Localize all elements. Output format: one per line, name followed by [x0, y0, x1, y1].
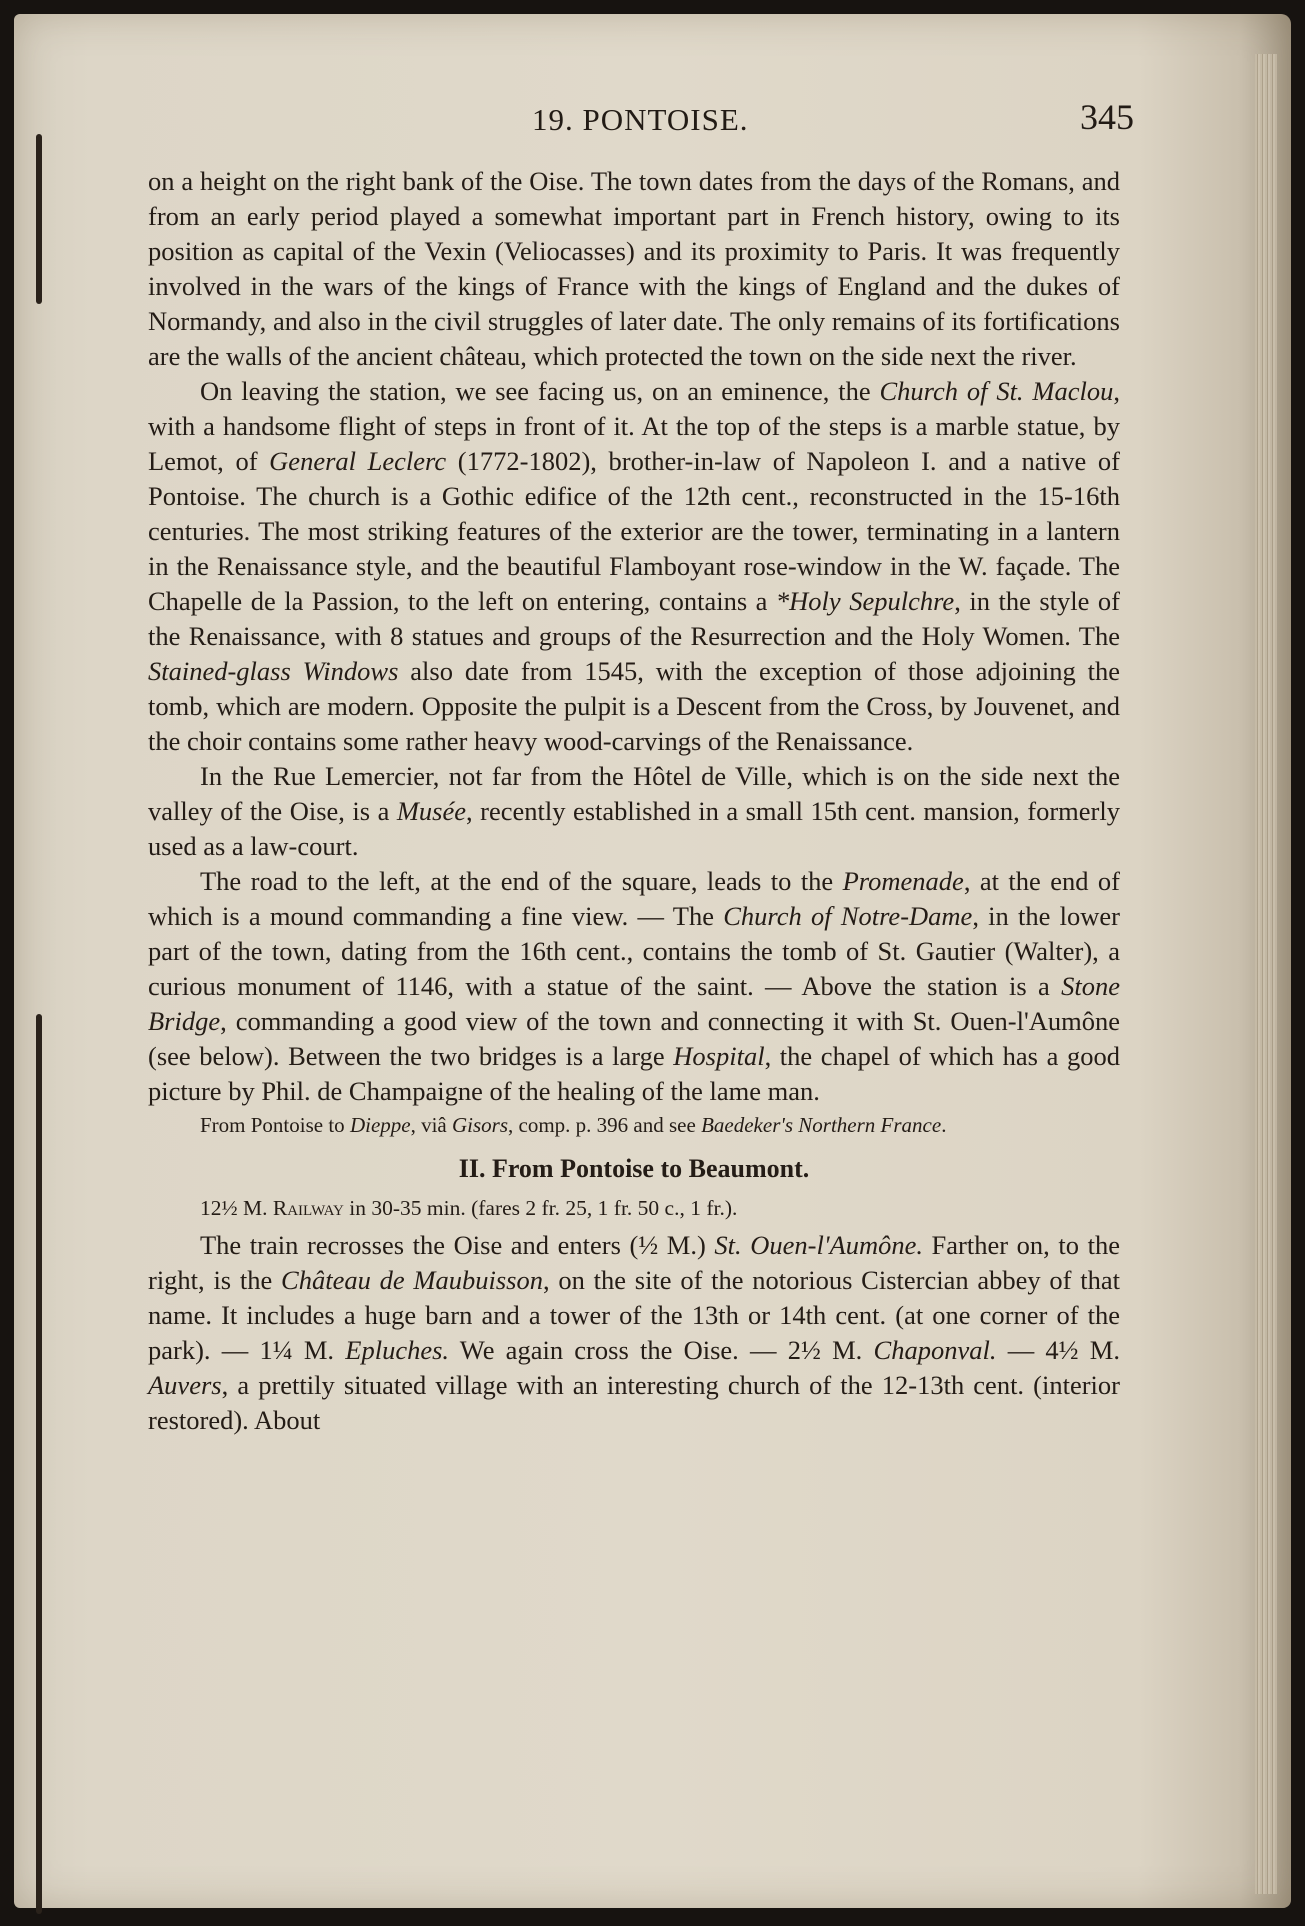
text-run: The road to the left, at the end of the square, leads to the	[200, 866, 843, 896]
italic-term: Auvers	[148, 1370, 222, 1400]
paragraph-musee	[148, 759, 1120, 864]
text-run: , the chapel of which has a good picture by Phil. de Champaigne of the healing of the lame man.	[148, 1041, 1121, 1106]
text-run: From Pontoise to	[200, 1113, 350, 1137]
text-run: .	[941, 1113, 947, 1137]
text-run: In the Rue Lemercier, not far from the Hôtel de Ville, which is on the side next the valley of the Oise, is a	[148, 761, 1120, 826]
italic-term: Church of Notre-Dame	[723, 901, 973, 931]
binding-shadow	[36, 1014, 42, 1914]
text-run: , in the lower part of the town, dating from the 16th cent., contains the tomb of St. Gautier (Walter), a curious monument of 1146, with a statue of the saint. — Above the station is a	[148, 901, 1120, 1001]
text-run: The train recrosses the Oise and enters (½ M.)	[200, 1230, 715, 1260]
italic-term: St. Ouen-l'Aumône.	[714, 1230, 923, 1260]
binding-shadow	[36, 134, 42, 304]
text-run: , with a handsome flight of steps in front of it. At the top of the steps is a marble statue, by Lemot, of	[148, 376, 1120, 476]
text-run: , viâ	[410, 1113, 452, 1137]
text-run: Farther on, to the right, is the	[148, 1230, 1120, 1295]
text-run: , comp. p. 396 and see	[508, 1113, 702, 1137]
italic-term: Musée	[396, 796, 466, 826]
paragraph-route-description	[148, 1228, 1120, 1438]
italic-term: Promenade	[842, 866, 964, 896]
italic-term: Hospital	[673, 1041, 765, 1071]
small-caps-term: Railway	[272, 1196, 344, 1220]
page-edge	[1255, 54, 1277, 1894]
text-run: , a prettily situated village with an interesting church of the 12-13th cent. (interior restored). About	[148, 1370, 1120, 1435]
running-head: 19. PONTOISE.	[532, 102, 749, 137]
text-run: , in the style of the Renaissance, with 8 statues and groups of the Resurrection and the Holy Women. The	[148, 586, 1120, 651]
italic-term: Gisors	[452, 1113, 509, 1137]
italic-term: Church of St. Maclou	[879, 376, 1114, 406]
italic-term: Chaponval.	[873, 1335, 997, 1365]
text-run: , at the end of which is a mound commanding a fine view. — The	[148, 866, 1120, 931]
text-run: , on the site of the notorious Cistercian abbey of that name. It includes a huge barn and a tower of the 13th or 14th cent. (at one corner of the park). — 1¼ M.	[148, 1265, 1121, 1365]
page-body	[148, 164, 1120, 1438]
text-run: , recently established in a small 15th cent. mansion, formerly used as a law-court.	[148, 796, 1120, 861]
route-summary	[148, 1192, 1120, 1224]
page-header	[162, 94, 1134, 144]
text-run: We again cross the Oise. — 2½ M.	[449, 1335, 874, 1365]
text-run: On leaving the station, we see facing us, on an eminence, the	[200, 376, 880, 406]
text-run: , commanding a good view of the town and connecting it with St. Ouen-l'Aumône (see below). Between the two bridges is a large	[148, 1006, 1120, 1071]
italic-term: Stained-glass Windows	[148, 656, 399, 686]
page-number: 345	[1080, 97, 1134, 137]
paragraph-church-st-maclou	[148, 374, 1120, 759]
italic-term: General Leclerc	[269, 446, 447, 476]
text-run: in 30-35 min. (fares 2 fr. 25, 1 fr. 50 c., 1 fr.).	[343, 1196, 738, 1220]
paragraph-1: on a height on the right bank of the Oise. The town dates from the days of the Romans, and from an early period played a somewhat important part in French history, owing to its position as capital of the Vexin (Veliocasses) and its proximity to Paris. It was frequently involved in the wars of the kings of France with the kings of England and the dukes of Normandy, and also in the civil struggles of later date. The only remains of its fortifications are the walls of the ancient château, which protected the town on the side next the river.	[148, 166, 1120, 371]
footnote-dieppe	[148, 1111, 1120, 1140]
italic-term: Baedeker's Northern France	[701, 1113, 942, 1137]
text-run: also date from 1545, with the exception of those adjoining the tomb, which are modern. Opposite the pulpit is a Descent from the Cross, by Jouvenet, and the choir contains some rather heavy wood-carvings of the Renaissance.	[148, 656, 1120, 756]
paragraph-promenade	[148, 864, 1120, 1109]
italic-term: Stone Bridge	[148, 971, 1120, 1036]
italic-term: Epluches.	[345, 1335, 450, 1365]
text-run: 12½ M.	[200, 1196, 273, 1220]
text-run: (1772-1802), brother-in-law of Napoleon I. and a native of Pontoise. The church is a Gothic edifice of the 12th cent., reconstructed in the 15-16th centuries. The most striking features of the exterior are the tower, terminating in a lantern in the Renaissance style, and the beautiful Flamboyant rose-window in the W. façade. The Chapelle de la Passion, to the left on entering, contains a	[148, 446, 1120, 616]
section-heading: II. From Pontoise to Beaumont.	[458, 1154, 810, 1183]
text-run: — 4½ M.	[996, 1335, 1120, 1365]
italic-term: Château de Maubuisson	[281, 1265, 543, 1295]
italic-term: Dieppe	[349, 1113, 411, 1137]
italic-term: *Holy Sepulchre	[775, 586, 955, 616]
